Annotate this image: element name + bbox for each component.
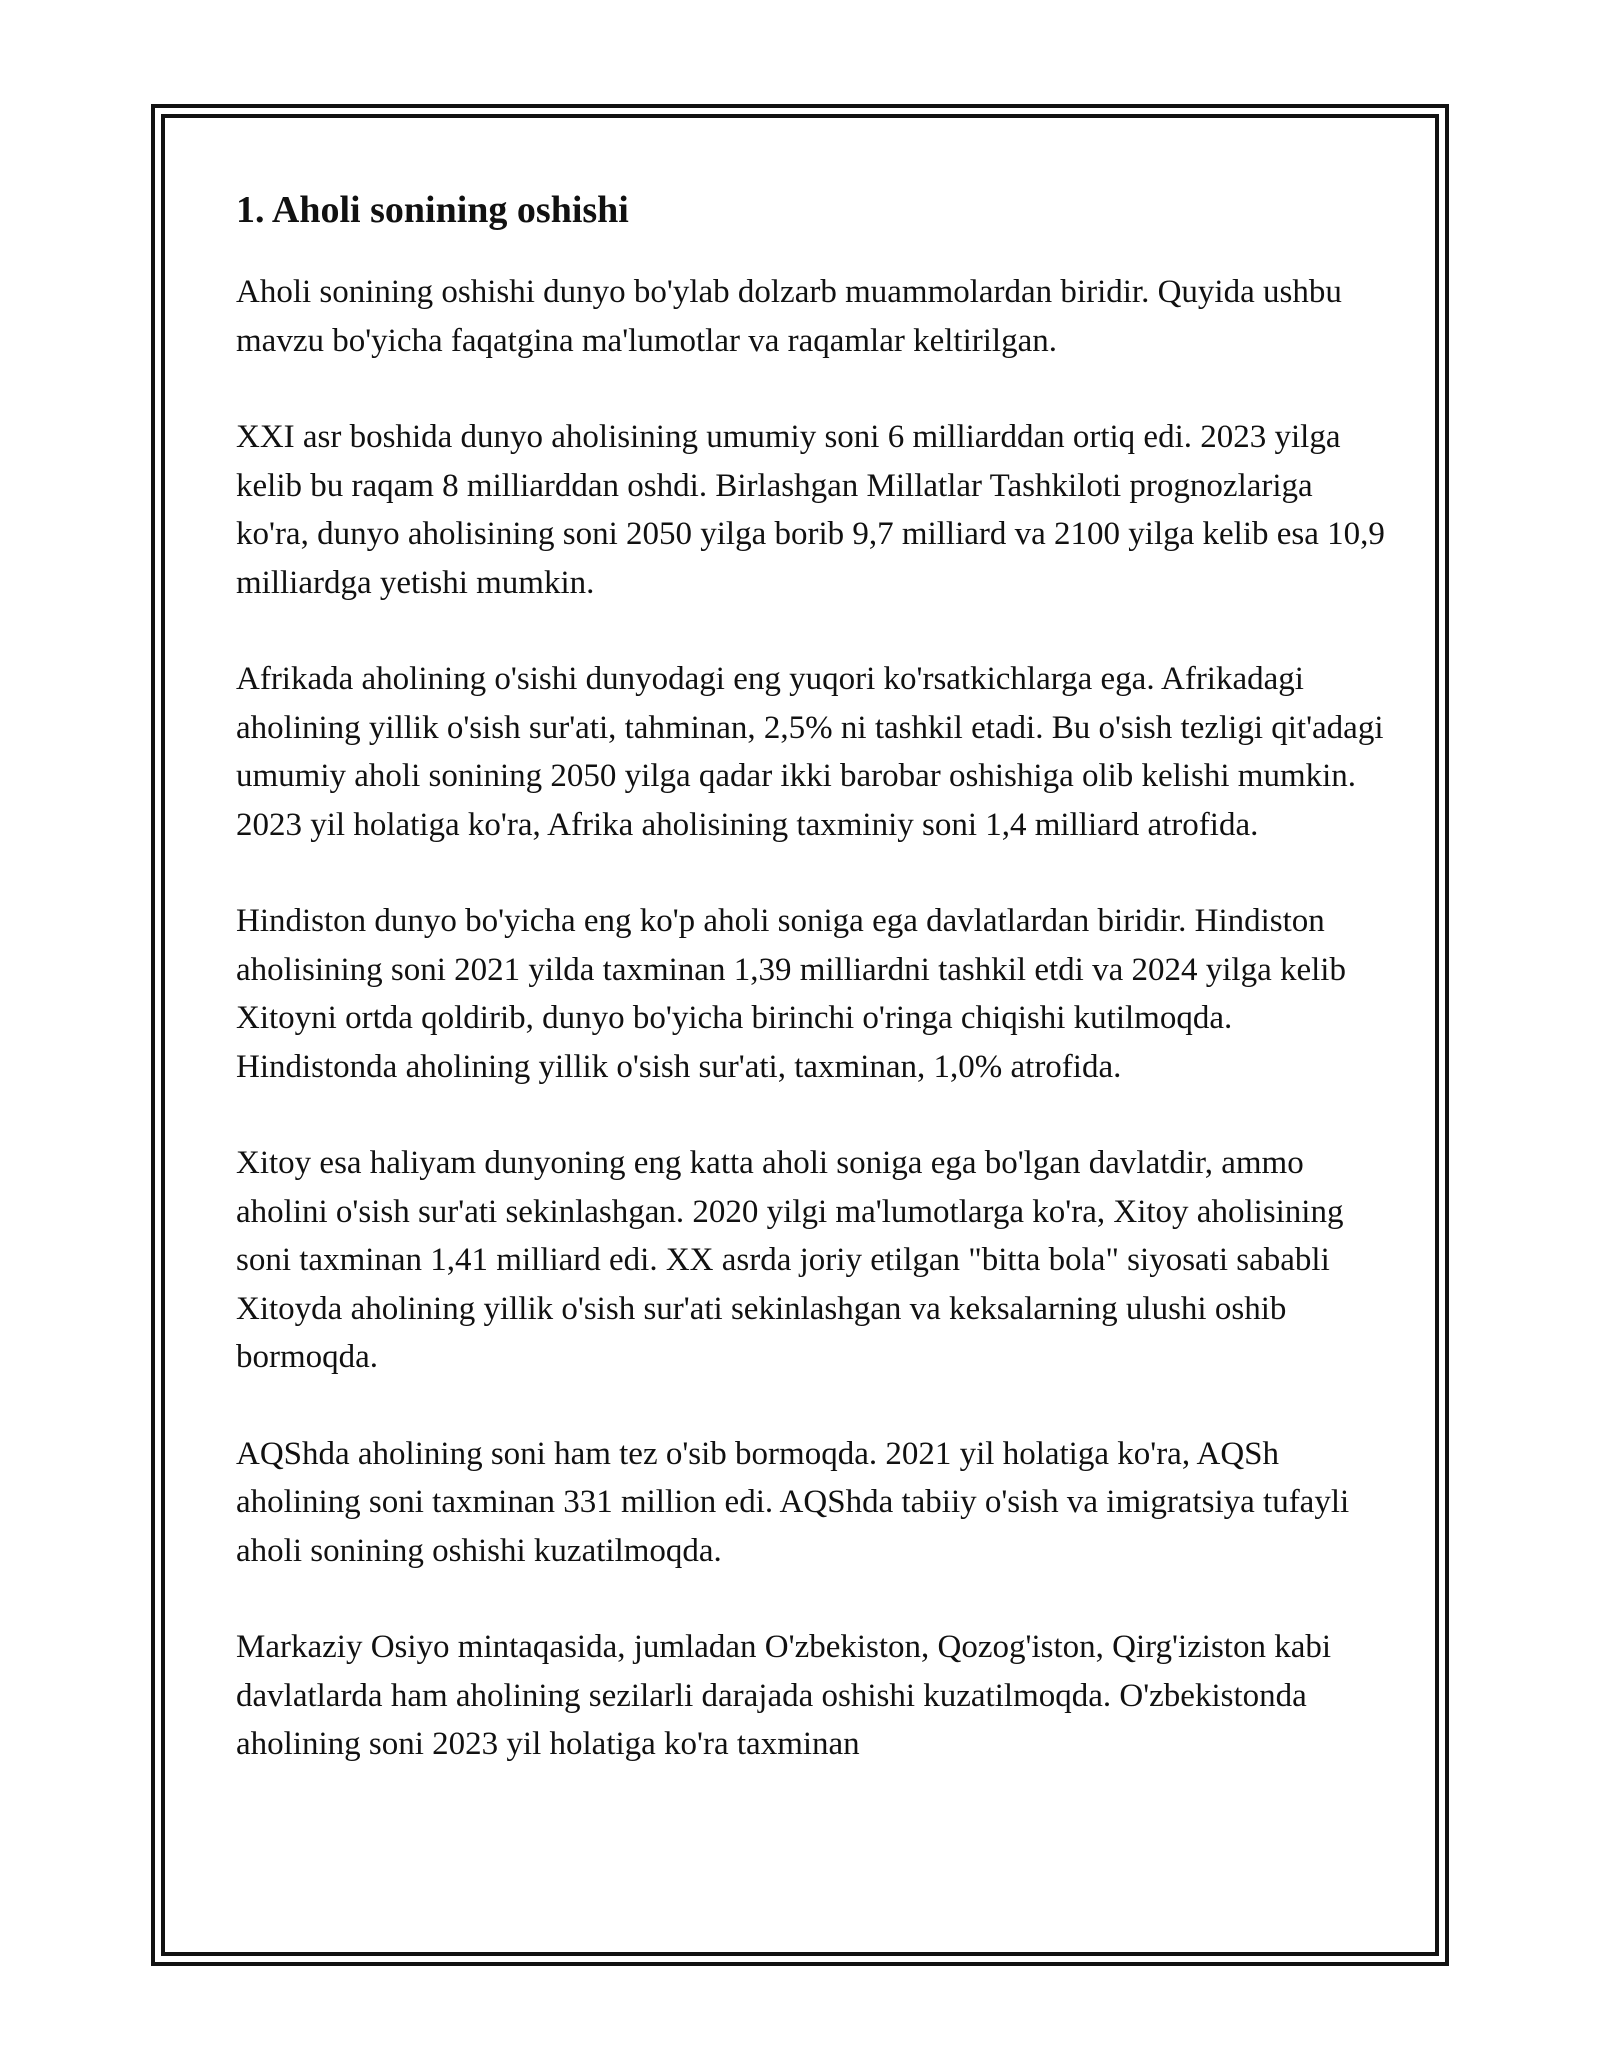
paragraph-usa: AQShda aholining soni ham tez o'sib bormoqda. 2021 yil holatiga ko'ra, AQSh aholining soni taxminan 331 million edi. AQShda tabiiy o'sish va imigratsiya tufayli aholi sonining oshishi kuzatilmoqda.: [236, 1435, 1350, 1569]
paragraph-china: Xitoy esa haliyam dunyoning eng katta aholi soniga ega bo'lgan davlatdir, ammo aholini o'sish sur'ati sekinlashgan. 2020 yilgi ma'lumotlarga ko'ra, Xitoy aholisining soni taxminan 1,41 milliard edi. XX asrda joriy etilgan "bitta bola" siyosati sababli Xitoyda aholining yillik o'sish sur'ati sekinlashgan va keksalarning ulushi oshib bormoqda.: [236, 1145, 1344, 1375]
section-heading: 1. Aholi sonining oshishi: [236, 189, 629, 231]
paragraph-central-asia: Markaziy Osiyo mintaqasida, jumladan O'zbekiston, Qozog'iston, Qirg'iziston kabi davlatlarda ham aholining sezilarli darajada oshishi kuzatilmoqda. O'zbekistonda aholining soni 2023 yil holatiga ko'ra taxminan: [236, 1629, 1332, 1762]
document-body: [236, 186, 1386, 1817]
paragraph-intro: Aholi sonining oshishi dunyo bo'ylab dolzarb muammolardan biridir. Quyida ushbu mavzu bo'yicha faqatgina ma'lumotlar va raqamlar keltirilgan.: [236, 274, 1342, 359]
paragraph-world-population: XXI asr boshida dunyo aholisining umumiy soni 6 milliarddan ortiq edi. 2023 yilga kelib bu raqam 8 milliarddan oshdi. Birlashgan Millatlar Tashkiloti prognozlariga ko'ra, dunyo aholisining soni 2050 yilga borib 9,7 milliard va 2100 yilga kelib esa 10,9 milliardga yetishi mumkin.: [236, 419, 1385, 601]
paragraph-africa: Afrikada aholining o'sishi dunyodagi eng yuqori ko'rsatkichlarga ega. Afrikadagi aholining yillik o'sish sur'ati, tahminan, 2,5% ni tashkil etadi. Bu o'sish tezligi qit'adagi umumiy aholi sonining 2050 yilga qadar ikki barobar oshishiga olib kelishi mumkin. 2023 yil holatiga ko'ra, Afrika aholisining taxminiy soni 1,4 milliard atrofida.: [236, 661, 1384, 843]
paragraph-india: Hindiston dunyo bo'yicha eng ko'p aholi soniga ega davlatlardan biridir. Hindiston aholisining soni 2021 yilda taxminan 1,39 milliardni tashkil etdi va 2024 yilga kelib Xitoyni ortda qoldirib, dunyo bo'yicha birinchi o'ringa chiqishi kutilmoqda. Hindistonda aholining yillik o'sish sur'ati, taxminan, 1,0% atrofida.: [236, 903, 1346, 1085]
